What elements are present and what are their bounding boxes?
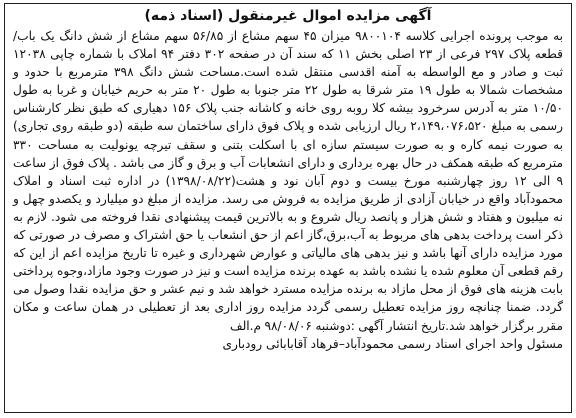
- notice-title: آگهی مزایده اموال غیرمنقول (اسناد ذمه): [144, 8, 432, 24]
- auction-notice: [4, 3, 572, 413]
- notice-signature: مسئول واحد اجرای اسناد رسمی محمودآباد–فرهاد آقابابائی رودباری: [222, 336, 563, 351]
- notice-body: به موجب پرونده اجرایی کلاسه ۹۸۰۰۱۰۴ میزان ۴۵ سهم مشاع از ۵۶/۸۵ سهم مشاع از شش دانگ یک باب/قطعه پلاک ۲۹۷ فرعی از ۲۳ اصلی بخش ۱۱ که سند آن در صفحه ۳۰۲ دفتر ۹۴ املاک با شماره چاپی ۱۲۰۳۸ ثبت و صادر و مع الواسطه به آمنه اقدسی منتقل شده است.مساحت شش دانگ ۳۹۸ مترمربع با حدود و مشخصات شمالا به طول ۱۹ متر شرقا به طول ۲۲ متر جنوبا به طول ۲۰ متر به حریم خیابان و غربا به طول ۱۰/۵۰ متر به آدرس سرخرود بیشه کلا روبه روی خانه و کاشانه جنب پلاک ۱۵۶ دهیاری که طبق نظر کارشناس رسمی به مبلغ ۲،۱۴۹،۰۷۶،۵۲۰ ریال ارزیابی شده و پلاک فوق دارای ساختمان سه طبقه (دو طبقه روی تجاری) به صورت نیمه کاره و به صورت سیستم سازه ای با اسکلت بتنی و سقف تیرچه یونولیت به مساحت ۳۳۰ مترمربع که طبقه همکف در حال بهره برداری و دارای انشعابات آب و برق و گاز می باشد . پلاک فوق از ساعت ۹ الی ۱۲ روز چهارشنبه مورخ بیست و دوم آبان نود و هشت(۱۳۹۸/۰۸/۲۲) در اداره ثبت اسناد و املاک محمودآباد واقع در خیابان آزادی از طریق مزایده به فروش می رسد. مزایده از مبلغ دو میلیارد و یکصدو چهل و نه میلیون و هفتاد و شش هزار و پانصد ریال شروع و به بالاترین قیمت پیشنهادی نقدا فروخته می شود. لازم به ذکر است پرداخت بدهی های مربوط به آب،برق،گاز اعم از حق انشعاب یا حق اشتراک و مصرف در صورتی که مورد مزایده دارای آنها باشد و نیز بدهی های مالیاتی و عوارض شهرداری و غیره تا تاریخ مزایده اعم از این که رقم قطعی آن معلوم شده یا نشده باشد به عهده برنده مزایده است و نیز در صورت وجود مازاد،وجوه پرداختی بابت هزینه های فوق از محل مازاد به برنده مزایده مسترد خواهد شد و نیم عشر و حق مزایده نقدا وصول می گردد. ضمنا چنانچه روز مزایده تعطیل رسمی گردد مزایده روز اداری بعد از تعطیلی در همان ساعت و مکان مقرر برگزار خواهد شد.تاریخ انتشار آگهی :دوشنبه ۹۸/۰۸/۰۶ م.الف: [13, 29, 564, 333]
